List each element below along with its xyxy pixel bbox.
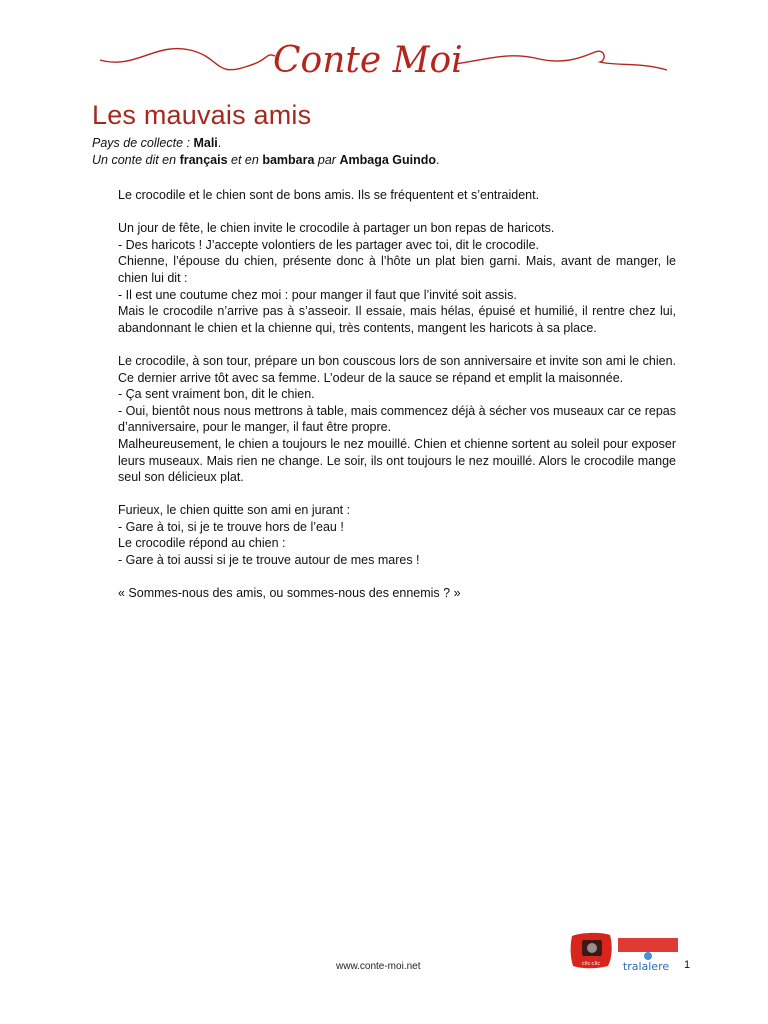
- story-paragraph: - Gare à toi, si je te trouve hors de l’eau !: [118, 519, 344, 534]
- story-meta: [92, 135, 439, 169]
- story-paragraph: Un jour de fête, le chien invite le crocodile à partager un bon repas de haricots.: [118, 221, 555, 236]
- story-title: Les mauvais amis: [92, 100, 312, 130]
- story-paragraph: Le crocodile et le chien sont de bons amis. Ils se fréquentent et s’entraident.: [118, 188, 540, 202]
- story-paragraph: - Ça sent vraiment bon, dit le chien.: [118, 387, 315, 402]
- page-number: 1: [684, 959, 691, 971]
- story-paragraph: - Oui, bientôt nous nous mettrons à table, mais commencez déjà à sécher vos museaux car ce repas d’anniversaire, pour le manger, il faut être propre.: [118, 403, 676, 435]
- tale-by: par: [317, 153, 336, 167]
- tralalere-text: tralalere: [622, 960, 670, 973]
- tralalere-logo: [618, 938, 680, 974]
- teller-name: Ambaga Guindo: [339, 153, 436, 167]
- story-body: [118, 187, 676, 602]
- tale-prefix: Un conte dit en: [92, 153, 177, 167]
- language-2: bambara: [262, 153, 315, 167]
- footer-url[interactable]: www.conte-moi.net: [336, 961, 421, 972]
- collect-period: .: [217, 136, 222, 150]
- paragraph-gap: [118, 336, 676, 353]
- teller-period: .: [436, 153, 440, 167]
- tale-and: et en: [231, 153, 259, 167]
- logo-text: Conte Moi: [273, 40, 463, 81]
- collect-country: Mali: [193, 136, 218, 150]
- collect-line: [92, 135, 439, 152]
- conte-moi-logo: [95, 22, 670, 92]
- clic-clic-logo: [568, 930, 614, 972]
- story-paragraph: Le crocodile, à son tour, prépare un bon couscous lors de son anniversaire et invite son ami le chien. Ce dernier arrive tôt avec sa femme. L’odeur de la sauce se répand et emplit la maisonnée.: [118, 353, 676, 385]
- story-paragraph: Mais le crocodile n’arrive pas à s’asseoir. Il essaie, mais hélas, épuisé et humilié, il rentre chez lui, abandonnant le chien et la chienne qui, très contents, mangent les haricots à sa place.: [118, 304, 676, 335]
- story-paragraph: Furieux, le chien quitte son ami en jurant :: [118, 503, 351, 518]
- story-paragraph: Malheureusement, le chien a toujours le nez mouillé. Chien et chienne sortent au soleil pour exposer leurs museaux. Mais rien ne change. Le soir, ils ont toujours le nez mouillé. Alors le crocodile mange seul son délicieux plat.: [118, 436, 676, 485]
- collect-label: Pays de collecte :: [92, 136, 190, 150]
- story-paragraph: Chienne, l’épouse du chien, présente donc à l’hôte un plat bien garni. Mais, avant de manger, le chien lui dit :: [118, 254, 676, 285]
- story-paragraph: Le crocodile répond au chien :: [118, 536, 286, 551]
- clic-clic-text: clic-clic: [581, 961, 601, 967]
- story-paragraph: - Gare à toi aussi si je te trouve autour de mes mares !: [118, 553, 420, 568]
- teller-line: [92, 152, 439, 169]
- paragraph-gap: [118, 486, 676, 503]
- story-paragraph: « Sommes-nous des amis, ou sommes-nous des ennemis ? »: [118, 586, 461, 601]
- story-paragraph: - Des haricots ! J’accepte volontiers de les partager avec toi, dit le crocodile.: [118, 237, 540, 252]
- paragraph-gap: [118, 569, 676, 586]
- language-1: français: [179, 153, 228, 167]
- story-paragraph: - Il est une coutume chez moi : pour manger il faut que l’invité soit assis.: [118, 287, 517, 302]
- paragraph-gap: [118, 204, 676, 221]
